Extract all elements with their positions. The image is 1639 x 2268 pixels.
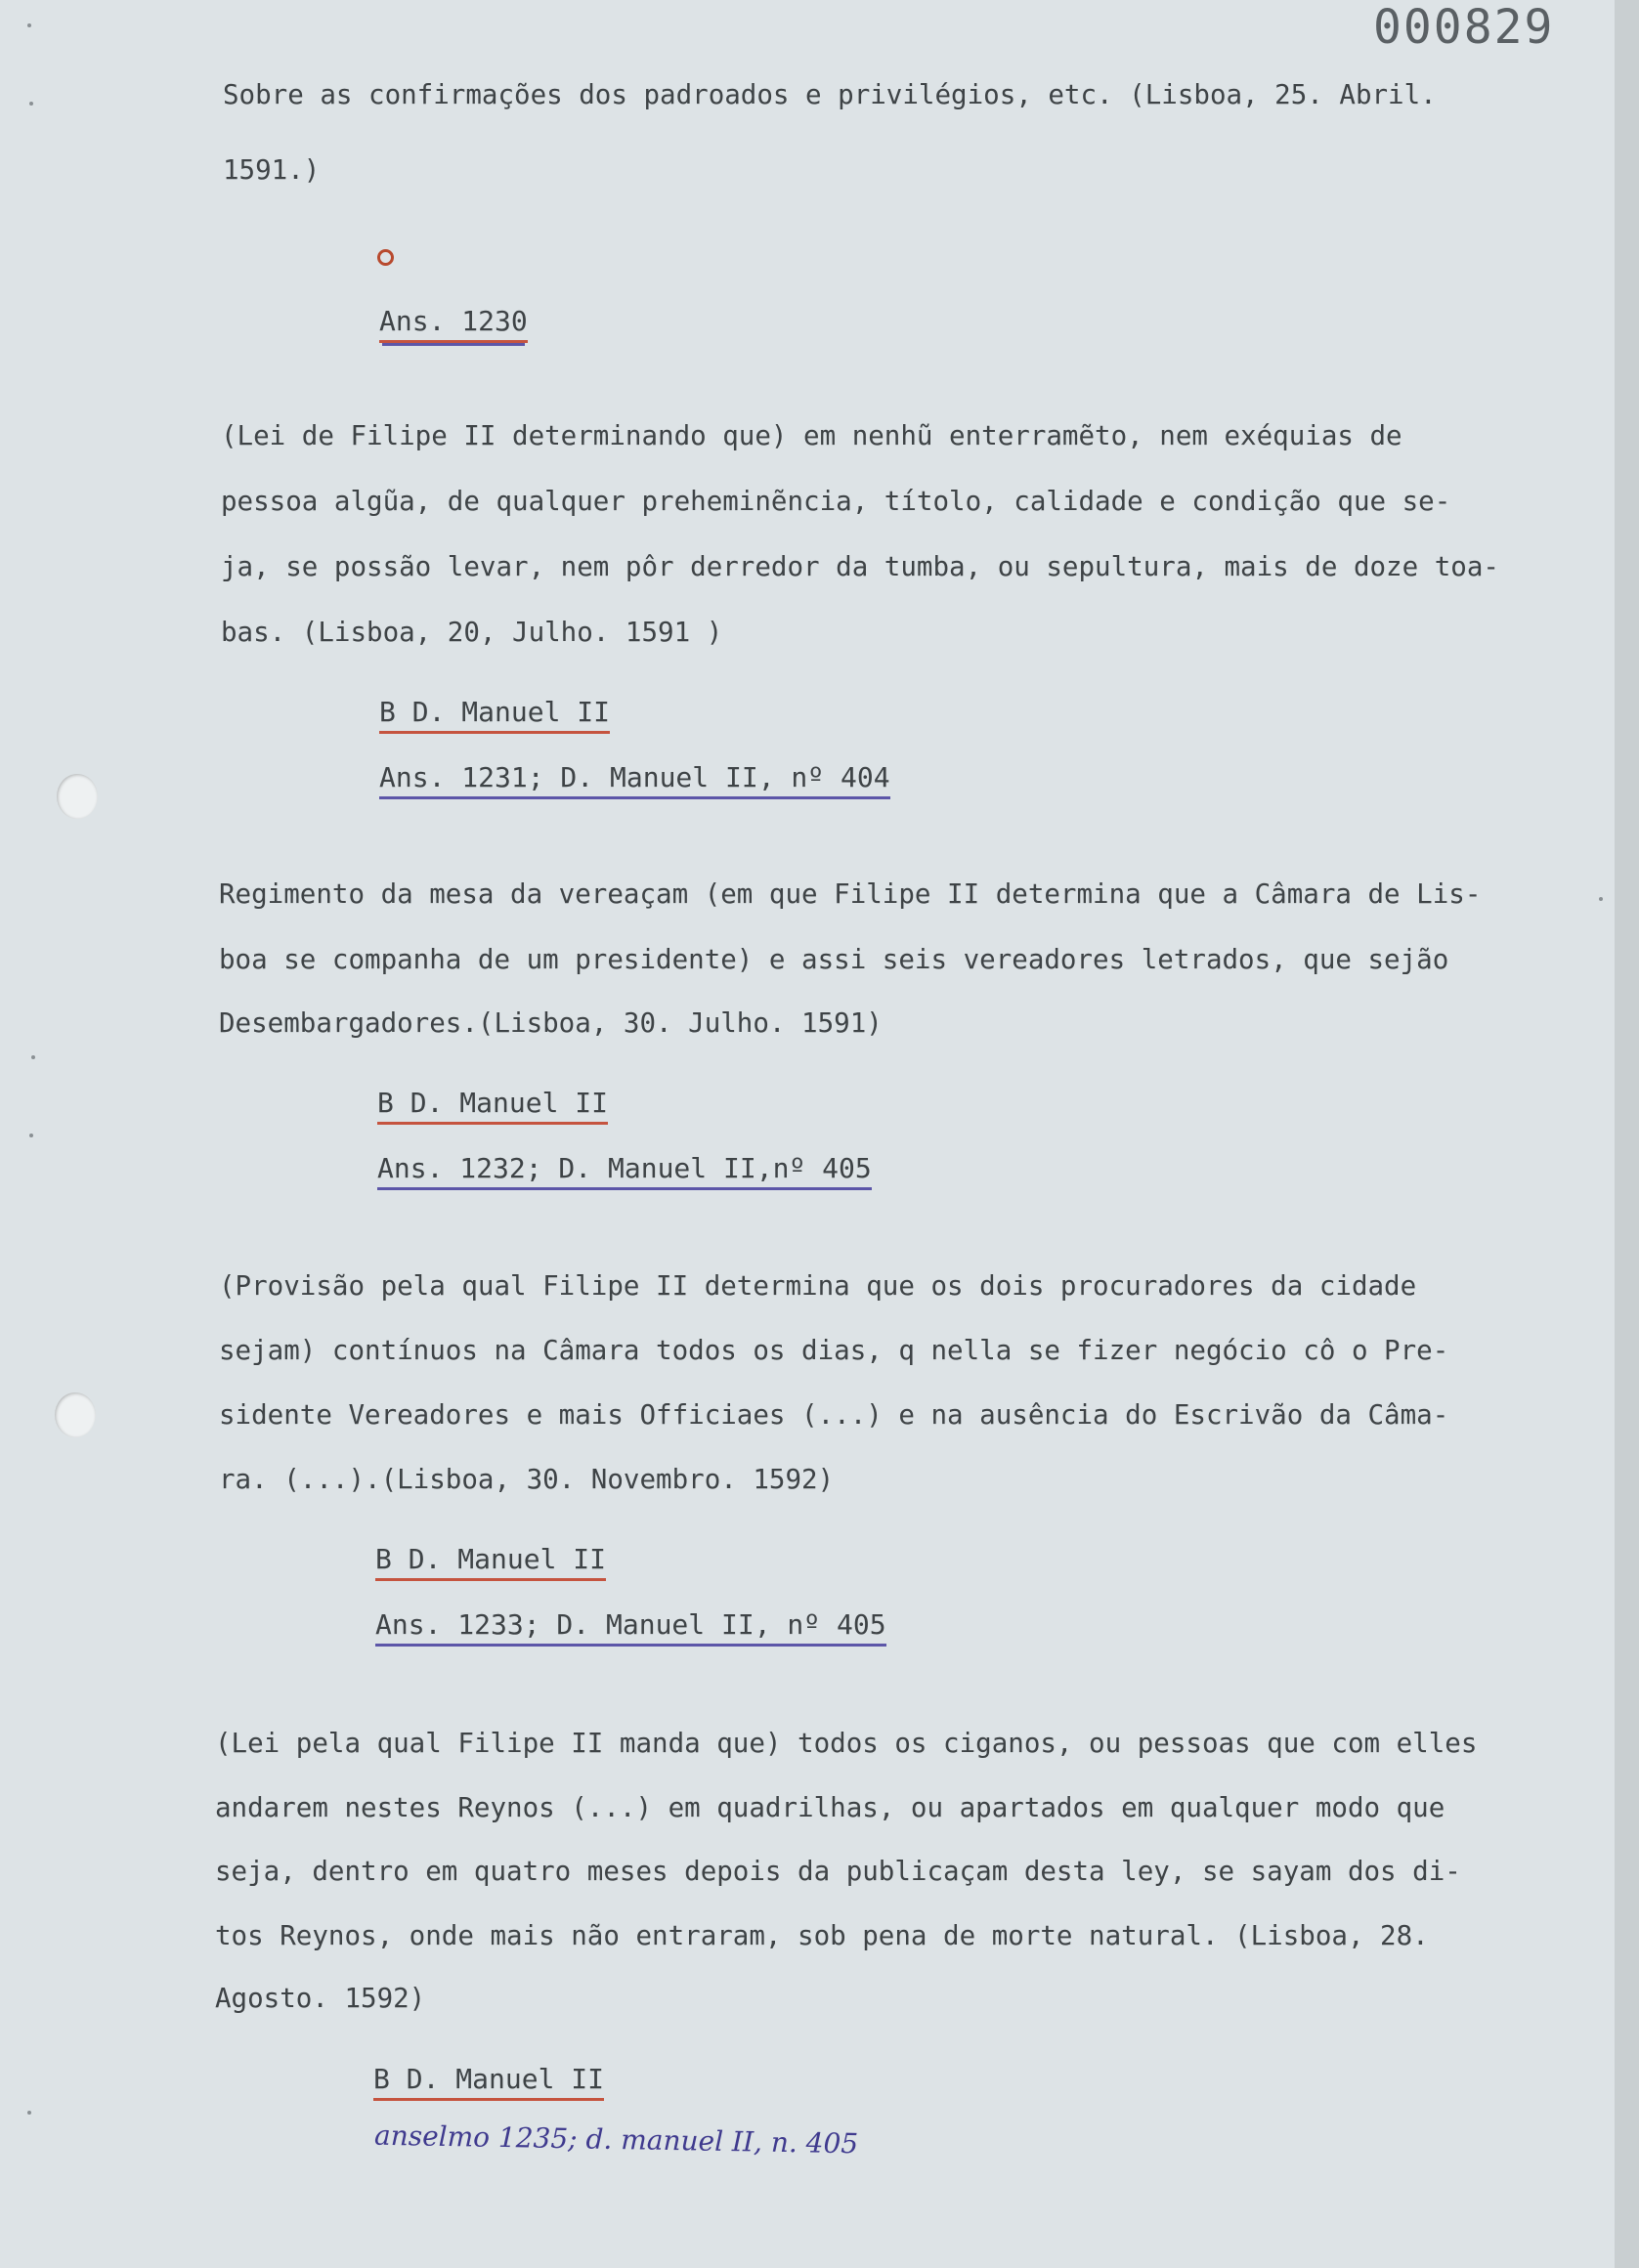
entry-5-line-4: tos Reynos, onde mais não entraram, sob pena de morte natural. (Lisboa, 28.	[215, 1920, 1429, 1951]
entry-3-line-2: boa se companha de um presidente) e assi seis vereadores letrados, que sejão	[219, 944, 1449, 975]
entry-2-line-4: bas. (Lisboa, 20, Julho. 1591 )	[221, 617, 723, 648]
entry-2-ref-ans: Ans. 1231; D. Manuel II, nº 404	[379, 760, 890, 795]
entry-2-line-3: ja, se possão levar, nem pôr derredor da tumba, ou sepultura, mais de doze toa-	[221, 551, 1499, 582]
entry-4-line-3: sidente Vereadores e mais Officiaes (...) e na ausência do Escrivão da Câma-	[219, 1399, 1449, 1431]
entry-4-line-1: (Provisão pela qual Filipe II determina que os dois procuradores da cidade	[219, 1270, 1417, 1302]
entry-3-ref-library: B D. Manuel II	[377, 1086, 608, 1121]
entry-4-ref-ans: Ans. 1233; D. Manuel II, nº 405	[375, 1607, 886, 1643]
entry-4-ref-library: B D. Manuel II	[375, 1542, 606, 1577]
paper-speck	[1599, 897, 1603, 901]
entry-2-line-2: pessoa algũa, de qualquer preheminẽncia, títolo, calidade e condição que se-	[221, 486, 1451, 517]
entry-5-ref-library: B D. Manuel II	[373, 2062, 604, 2097]
circle-mark-icon	[377, 249, 394, 266]
entry-5-line-3: seja, dentro em quatro meses depois da publicaçam desta ley, se sayam dos di-	[215, 1856, 1461, 1887]
entry-3-line-1: Regimento da mesa da vereaçam (em que Filipe II determina que a Câmara de Lis-	[219, 878, 1482, 910]
paper-speck	[31, 1055, 35, 1059]
entry-1-ref-ans: Ans. 1230	[379, 304, 528, 339]
entry-3-ref-ans: Ans. 1232; D. Manuel II,nº 405	[377, 1151, 872, 1186]
entry-1-line-2: 1591.)	[223, 154, 321, 186]
handwritten-annotation: anselmo 1235; d. manuel II, n. 405	[373, 2118, 859, 2161]
punch-hole	[57, 774, 98, 819]
entry-5-line-2: andarem nestes Reynos (...) em quadrilhas, ou apartados em qualquer modo que	[215, 1792, 1445, 1823]
entry-5-line-5: Agosto. 1592)	[215, 1983, 426, 2014]
entry-4-line-4: ra. (...).(Lisboa, 30. Novembro. 1592)	[219, 1464, 835, 1495]
entry-2-ref-library: B D. Manuel II	[379, 695, 610, 730]
paper-speck	[27, 2111, 31, 2115]
punch-hole	[55, 1392, 96, 1437]
archive-number-stamp: 000829	[1373, 0, 1555, 55]
paper-speck	[27, 23, 31, 27]
entry-1-line-1: Sobre as confirmações dos padroados e privilégios, etc. (Lisboa, 25. Abril.	[223, 79, 1437, 110]
entry-4-line-2: sejam) contínuos na Câmara todos os dias, q nella se fizer negócio cô o Pre-	[219, 1335, 1449, 1366]
entry-5-line-1: (Lei pela qual Filipe II manda que) todos os ciganos, ou pessoas que com elles	[215, 1728, 1478, 1759]
paper-speck	[29, 102, 33, 106]
paper-speck	[29, 1134, 33, 1137]
entry-2-line-1: (Lei de Filipe II determinando que) em nenhũ enterramẽto, nem exéquias de	[221, 420, 1402, 451]
entry-3-line-3: Desembargadores.(Lisboa, 30. Julho. 1591)	[219, 1007, 883, 1039]
